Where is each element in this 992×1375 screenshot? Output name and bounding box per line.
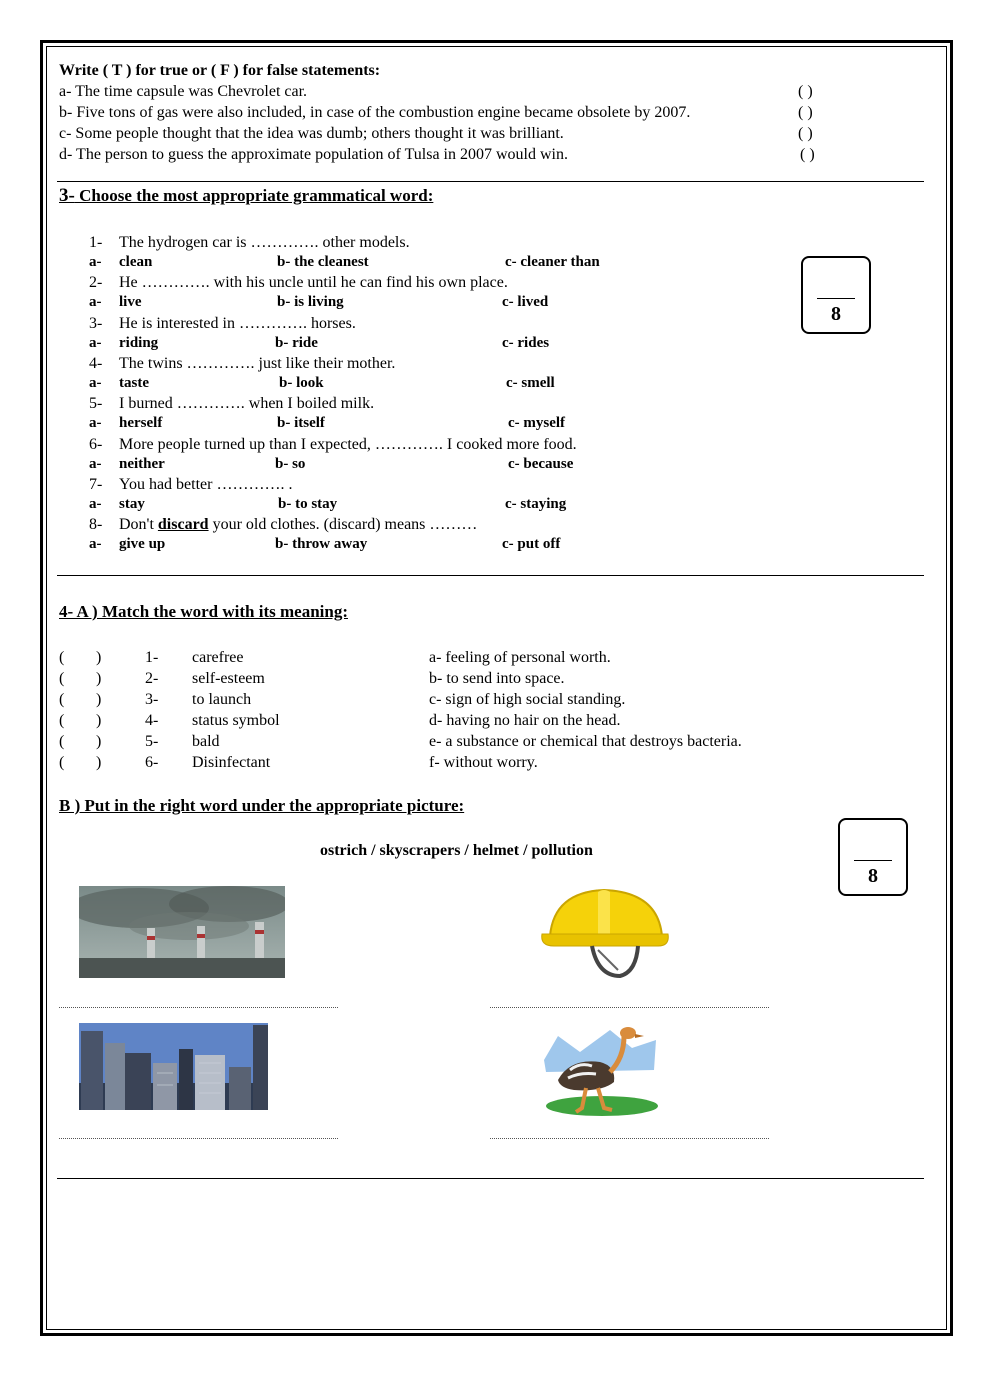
option-a-prefix: a- bbox=[89, 254, 102, 270]
option-a-prefix: a- bbox=[89, 294, 102, 310]
option-b[interactable]: b- ride bbox=[275, 335, 318, 351]
answer-line-1[interactable] bbox=[59, 1007, 338, 1008]
option-a[interactable]: herself bbox=[119, 415, 163, 431]
option-b[interactable]: b- so bbox=[275, 456, 306, 472]
option-c[interactable]: c- smell bbox=[506, 375, 555, 391]
option-a[interactable]: clean bbox=[119, 254, 153, 270]
option-a[interactable]: live bbox=[119, 294, 142, 310]
tf-statement-b: b- Five tons of gas were also included, in case of the combustion engine became obsolete by 2007. bbox=[59, 104, 691, 121]
yellow-helmet-picture bbox=[540, 884, 670, 984]
option-b[interactable]: b- throw away bbox=[275, 536, 368, 552]
option-a-prefix: a- bbox=[89, 496, 102, 512]
section-divider bbox=[57, 181, 924, 182]
match-blank-close[interactable]: ) bbox=[96, 670, 102, 687]
option-a-prefix: a- bbox=[89, 456, 102, 472]
option-b[interactable]: b- is living bbox=[277, 294, 344, 310]
section-divider bbox=[57, 575, 924, 576]
match-blank-open[interactable]: ( bbox=[59, 691, 65, 708]
match-blank-close[interactable]: ) bbox=[96, 691, 102, 708]
match-heading: 4- A ) Match the word with its meaning: bbox=[59, 602, 348, 621]
match-blank-close[interactable]: ) bbox=[96, 712, 102, 729]
match-number: 5- bbox=[145, 733, 159, 750]
option-b[interactable]: b- the cleanest bbox=[277, 254, 369, 270]
question-text: More people turned up than I expected, …………. I cooked more food. bbox=[119, 436, 577, 453]
answer-line-2[interactable] bbox=[490, 1007, 769, 1008]
grammar-score-box bbox=[801, 256, 871, 334]
tf-statement-d: d- The person to guess the approximate population of Tulsa in 2007 would win. bbox=[59, 146, 568, 163]
tf-statement-c: c- Some people thought that the idea was dumb; others thought it was brilliant. bbox=[59, 125, 564, 142]
grammar-heading bbox=[59, 186, 433, 206]
option-c[interactable]: c- staying bbox=[505, 496, 567, 512]
option-c[interactable]: c- myself bbox=[508, 415, 566, 431]
option-c[interactable]: c- lived bbox=[502, 294, 549, 310]
option-c[interactable]: c- because bbox=[508, 456, 574, 472]
picture-heading: B ) Put in the right word under the appropriate picture: bbox=[59, 796, 465, 815]
option-a[interactable]: neither bbox=[119, 456, 165, 472]
question-text: He is interested in …………. horses. bbox=[119, 315, 356, 332]
option-a-prefix: a- bbox=[89, 536, 102, 552]
question-text-part: your old clothes. (discard) means ……… bbox=[208, 516, 478, 533]
match-blank-close[interactable]: ) bbox=[96, 754, 102, 771]
grammar-heading-number: 3- bbox=[59, 185, 75, 206]
question-text: He …………. with his uncle until he can find his own place. bbox=[119, 274, 508, 291]
question-text: You had better …………. . bbox=[119, 476, 293, 493]
option-a-prefix: a- bbox=[89, 335, 102, 351]
option-a-prefix: a- bbox=[89, 375, 102, 391]
tf-answer-blank-d[interactable]: ( ) bbox=[800, 146, 815, 163]
answer-line-3[interactable] bbox=[59, 1138, 338, 1139]
tf-answer-blank-b[interactable]: ( ) bbox=[798, 104, 813, 121]
option-c[interactable]: c- cleaner than bbox=[505, 254, 600, 270]
match-meaning: e- a substance or chemical that destroys bacteria. bbox=[429, 733, 742, 750]
grammar-score-value: 8 bbox=[831, 303, 841, 325]
question-text bbox=[119, 515, 477, 534]
question-text: I burned …………. when I boiled milk. bbox=[119, 395, 375, 412]
option-b[interactable]: b- look bbox=[279, 375, 324, 391]
match-blank-open[interactable]: ( bbox=[59, 712, 65, 729]
match-meaning: a- feeling of personal worth. bbox=[429, 649, 611, 666]
match-number: 1- bbox=[145, 649, 159, 666]
match-blank-open[interactable]: ( bbox=[59, 649, 65, 666]
question-number: 7- bbox=[89, 476, 103, 493]
match-word: carefree bbox=[192, 649, 244, 666]
question-number: 8- bbox=[89, 516, 103, 533]
option-b[interactable]: b- to stay bbox=[278, 496, 338, 512]
match-word: bald bbox=[192, 733, 220, 750]
section-divider bbox=[57, 1178, 924, 1179]
match-word: status symbol bbox=[192, 712, 280, 729]
match-blank-close[interactable]: ) bbox=[96, 733, 102, 750]
tf-answer-blank-a[interactable]: ( ) bbox=[798, 83, 813, 100]
skyscrapers-picture bbox=[79, 1023, 268, 1110]
question-text: The twins …………. just like their mother. bbox=[119, 355, 396, 372]
question-number: 6- bbox=[89, 436, 103, 453]
match-number: 6- bbox=[145, 754, 159, 771]
option-c[interactable]: c- rides bbox=[502, 335, 550, 351]
match-number: 2- bbox=[145, 670, 159, 687]
match-blank-close[interactable]: ) bbox=[96, 649, 102, 666]
match-word: Disinfectant bbox=[192, 754, 271, 771]
tf-statement-a: a- The time capsule was Chevrolet car. bbox=[59, 83, 308, 100]
question-text-part: Don't bbox=[119, 516, 158, 533]
picture-score-box bbox=[838, 818, 908, 896]
question-number: 2- bbox=[89, 274, 103, 291]
option-a[interactable]: stay bbox=[119, 496, 145, 512]
key-word: discard bbox=[157, 516, 209, 533]
grammar-heading-text: Choose the most appropriate grammatical word: bbox=[74, 186, 434, 205]
option-b[interactable]: b- itself bbox=[277, 415, 325, 431]
match-meaning: b- to send into space. bbox=[429, 670, 565, 687]
match-word: self-esteem bbox=[192, 670, 265, 687]
option-a[interactable]: riding bbox=[119, 335, 159, 351]
answer-line-4[interactable] bbox=[490, 1138, 769, 1139]
match-blank-open[interactable]: ( bbox=[59, 733, 65, 750]
word-bank: ostrich / skyscrapers / helmet / pollution bbox=[320, 842, 593, 859]
match-word: to launch bbox=[192, 691, 252, 708]
match-blank-open[interactable]: ( bbox=[59, 670, 65, 687]
question-number: 4- bbox=[89, 355, 103, 372]
tf-answer-blank-c[interactable]: ( ) bbox=[798, 125, 813, 142]
question-number: 5- bbox=[89, 395, 103, 412]
question-number: 1- bbox=[89, 234, 103, 251]
option-c[interactable]: c- put off bbox=[502, 536, 561, 552]
match-meaning: c- sign of high social standing. bbox=[429, 691, 626, 708]
match-blank-open[interactable]: ( bbox=[59, 754, 65, 771]
match-meaning: f- without worry. bbox=[429, 754, 538, 771]
match-number: 4- bbox=[145, 712, 159, 729]
tf-heading: Write ( T ) for true or ( F ) for false statements: bbox=[59, 62, 381, 79]
match-number: 3- bbox=[145, 691, 159, 708]
option-a[interactable]: give up bbox=[119, 536, 166, 552]
question-number: 3- bbox=[89, 315, 103, 332]
ostrich-picture bbox=[540, 1022, 661, 1118]
match-meaning: d- having no hair on the head. bbox=[429, 712, 621, 729]
option-a[interactable]: taste bbox=[119, 375, 149, 391]
option-a-prefix: a- bbox=[89, 415, 102, 431]
pollution-factory-picture bbox=[79, 886, 285, 978]
question-text: The hydrogen car is …………. other models. bbox=[119, 234, 410, 251]
picture-score-value: 8 bbox=[868, 865, 878, 887]
